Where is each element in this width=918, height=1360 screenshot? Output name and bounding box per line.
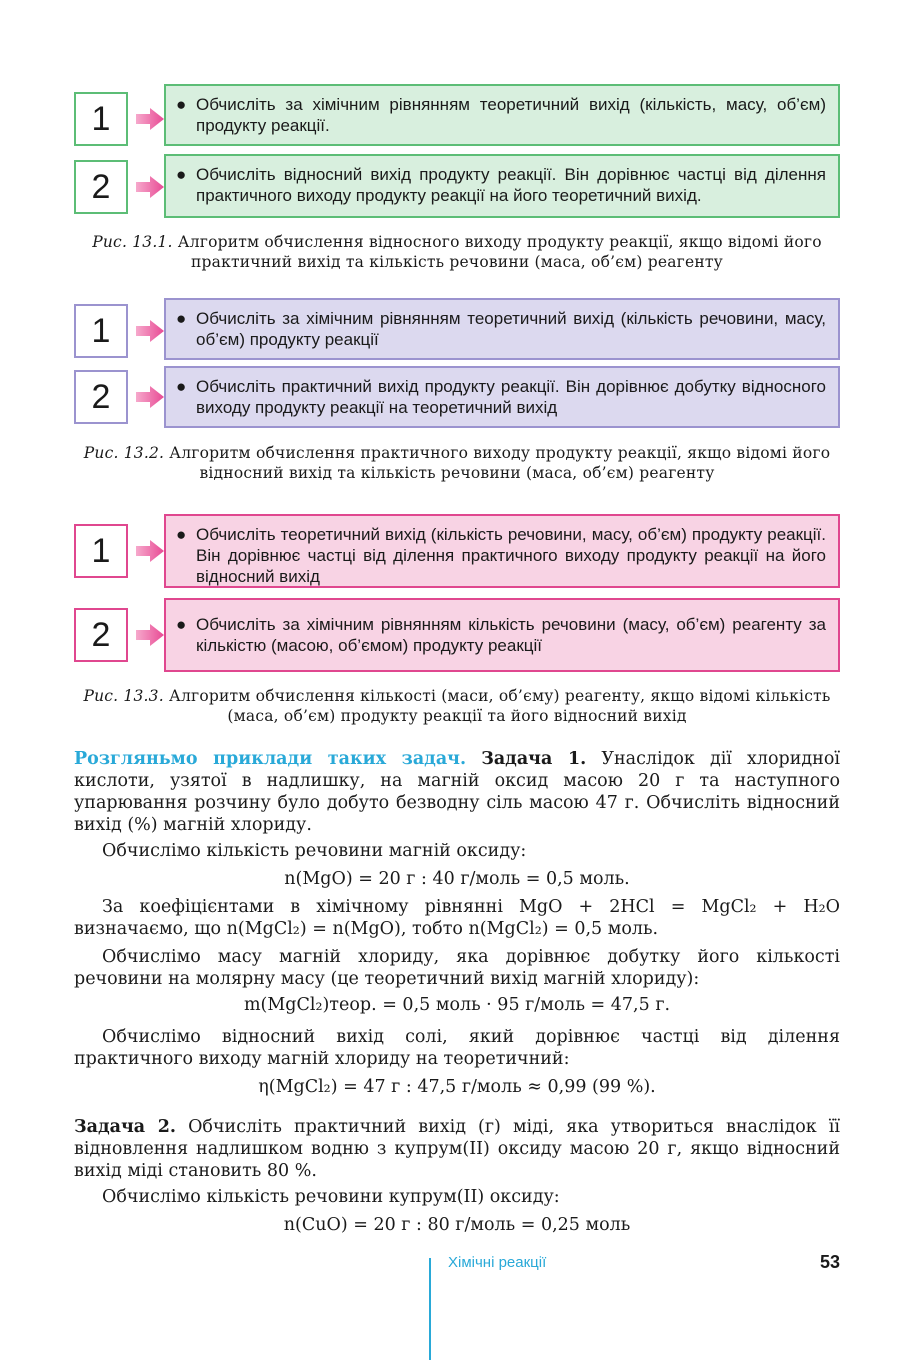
caption-label: Рис. 13.1. <box>92 233 173 251</box>
task1-paragraph <box>74 748 840 836</box>
step-text: Обчисліть за хімічним рівнянням кількість речовини (масу, об’єм) реагенту за кількістю (масою, об’ємом) продукту реакції <box>196 615 826 655</box>
step-text: Обчисліть за хімічним рівнянням теоретичний вихід (кількість речовини, масу, об’єм) продукту реакції <box>196 309 826 349</box>
paragraph: Обчислімо масу магній хлориду, яка дорівнює добутку його кількості речовини на молярну масу (це теоретичний вихід магній хлориду): <box>74 947 840 989</box>
bullet: ● <box>176 309 187 328</box>
footer-divider <box>429 1258 431 1360</box>
task1-text: Унаслідок дії хлоридної кислоти, узятої в надлишку, на магній оксид масою 20 г та наступного упарювання розчину було добуто безводну сіль масою 47 г. Обчисліть відносний вихід (%) магній хлориду. <box>74 749 840 835</box>
bullet: ● <box>176 95 187 114</box>
step-number: 1 <box>74 524 128 578</box>
paragraph: За коефіцієнтами в хімічному рівнянні MgO + 2HCl = MgCl₂ + H₂O визначаємо, що n(MgCl₂) = n(MgO), тобто n(MgCl₂) = 0,5 моль. <box>74 897 840 939</box>
paragraph: Обчислімо кількість речовини магній оксиду: <box>102 841 527 861</box>
task2-paragraph <box>74 1116 840 1182</box>
task1-label: Задача 1. <box>481 749 587 769</box>
figure-caption <box>74 232 840 272</box>
step-box <box>164 298 840 360</box>
right-arrow-icon <box>136 540 164 562</box>
formula: m(MgCl₂)теор. = 0,5 моль · 95 г/моль = 47,5 г. <box>243 995 671 1015</box>
step-number: 2 <box>74 370 128 424</box>
formula: n(MgO) = 20 г : 40 г/моль = 0,5 моль. <box>284 869 630 889</box>
algorithm-13-3 <box>74 514 840 674</box>
paragraph: Обчислімо кількість речовини купрум(II) оксиду: <box>102 1187 560 1207</box>
caption-text: Алгоритм обчислення кількості (маси, об’єму) реагенту, якщо відомі кількість (маса, об’єм) продукту реакції та його відносний вихід <box>169 687 831 725</box>
step-number: 2 <box>74 608 128 662</box>
right-arrow-icon <box>136 320 164 342</box>
bullet: ● <box>176 615 187 634</box>
task2-text: Обчисліть практичний вихід (г) міді, яка утвориться внаслідок її відновлення надлишком водню з купрум(II) оксиду масою 20 г, якщо відносний вихід міді становить 80 %. <box>74 1117 840 1181</box>
page-number: 53 <box>819 1252 840 1272</box>
step-text: Обчисліть практичний вихід продукту реакції. Він дорівнює добутку відносного виходу продукту реакції на теоретичний вихід <box>196 377 826 417</box>
step-number: 1 <box>74 92 128 146</box>
bullet: ● <box>176 377 187 396</box>
running-footer-title: Хімічні реакції <box>448 1254 547 1271</box>
step-box <box>164 598 840 672</box>
caption-label: Рис. 13.3. <box>83 687 164 705</box>
figure-caption <box>74 686 840 726</box>
right-arrow-icon <box>136 176 164 198</box>
task2-label: Задача 2. <box>74 1117 176 1137</box>
step-text: Обчисліть теоретичний вихід (кількість речовини, масу, об’єм) продукту реакції. Він дорівнює частці від ділення практичного виходу продукту реакції на його відносний вихід <box>196 525 826 586</box>
caption-text: Алгоритм обчислення відносного виходу продукту реакції, якщо відомі його практичний вихід та кількість речовини (маса, об’єм) реагенту <box>177 233 822 271</box>
formula: η(MgCl₂) = 47 г : 47,5 г/моль ≈ 0,99 (99 %). <box>258 1077 656 1097</box>
bullet: ● <box>176 165 187 184</box>
caption-text: Алгоритм обчислення практичного виходу продукту реакції, якщо відомі його відносний вихід та кількість речовини (маса, об’єм) реагенту <box>169 444 831 482</box>
right-arrow-icon <box>136 624 164 646</box>
step-box <box>164 154 840 218</box>
bullet: ● <box>176 525 187 544</box>
step-box <box>164 84 840 146</box>
figure-caption <box>74 443 840 483</box>
intro-highlight: Розгляньмо приклади таких задач. <box>74 749 467 769</box>
step-number: 2 <box>74 160 128 214</box>
step-text: Обчисліть за хімічним рівнянням теоретичний вихід (кількість, масу, об’єм) продукту реакції. <box>196 95 826 135</box>
paragraph: Обчислімо відносний вихід солі, який дорівнює частці від ділення практичного виходу магній хлориду на теоретичний: <box>74 1027 840 1069</box>
algorithm-13-2 <box>74 298 840 432</box>
right-arrow-icon <box>136 386 164 408</box>
step-box <box>164 366 840 428</box>
caption-label: Рис. 13.2. <box>83 444 165 462</box>
formula: n(CuO) = 20 г : 80 г/моль = 0,25 моль <box>283 1215 631 1235</box>
algorithm-13-1 <box>74 84 840 224</box>
right-arrow-icon <box>136 108 164 130</box>
step-number: 1 <box>74 304 128 358</box>
step-text: Обчисліть відносний вихід продукту реакції. Він дорівнює частці від ділення практичного виходу продукту реакції на його теоретичний вихід. <box>196 165 826 205</box>
step-box <box>164 514 840 588</box>
